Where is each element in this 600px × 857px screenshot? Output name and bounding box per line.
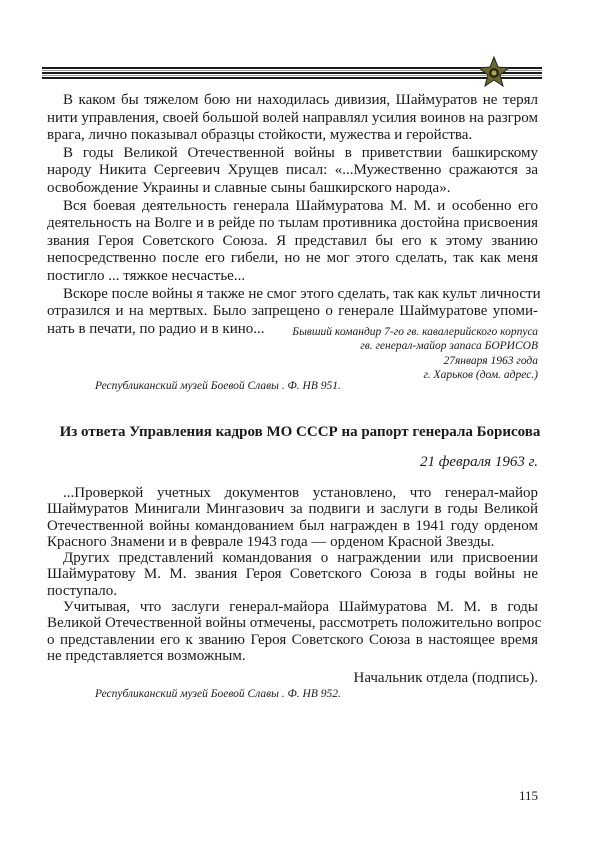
text-line: отразился и на мертвых. Было запрещено о генерале Шаймуратове упоми- <box>47 303 538 320</box>
text-line: Вся боевая деятельность генерала Шаймуратова М. М. и особенно его <box>63 197 538 214</box>
page-number: 115 <box>519 788 539 803</box>
text-line: Вскоре после войны я также не смог этого сделать, так как культ личности <box>63 285 541 302</box>
signature-line: г. Харьков (дом. адрес.) <box>423 368 538 381</box>
letter-signature <box>292 325 538 382</box>
text-line: звания Героя Советского Союза. Я представил бы его к этому званию <box>47 232 538 249</box>
text-line: освобождение Украины и славные сыны башкирского народа». <box>47 179 451 196</box>
archive-source: Республиканский музей Боевой Славы . Ф. НВ 952. <box>95 688 341 700</box>
text-line: народу Никита Сергеевич Хрущев писал: «...Мужественно сражаются за <box>47 162 538 179</box>
text-line: В каком бы тяжелом бою ни находилась дивизия, Шаймуратов не терял <box>63 92 538 108</box>
section-heading: Из ответа Управления кадров МО СССР на рапорт генерала Борисова <box>59 424 541 440</box>
text-line: Других представлений командования о награждении или присвоении <box>63 550 538 567</box>
order-star-emblem-icon <box>478 56 510 88</box>
text-line: Красного Знамени и в феврале 1943 года — орденом Красной Звезды. <box>47 533 495 550</box>
reply-body <box>47 485 542 664</box>
text-line: Отечественной войны командованием был награжден в 1941 году орденом <box>47 517 538 534</box>
text-line: непосредственно после его гибели, но не мог этого сделать, так как меня <box>47 250 538 267</box>
archive-source: Республиканский музей Боевой Славы . Ф. НВ 951. <box>95 380 341 392</box>
reply-signature: Начальник отдела (подпись). <box>353 670 538 686</box>
signature-line: Бывший командир 7-го гв. кавалерийского корпуса <box>292 326 538 338</box>
text-line: В годы Великой Отечественной войны в приветствии башкирскому <box>63 144 538 161</box>
text-line: Великой Отечественной войны отмечены, рассмотреть положительно вопрос <box>47 615 542 632</box>
signature-line: 27января 1963 года <box>443 354 538 367</box>
paragraph <box>47 599 542 664</box>
text-line: нити управления, своей большой волей направлял усилия воинов на разгром <box>47 109 538 126</box>
text-line: ...Проверкой учетных документов установлено, что генерал-майор <box>63 485 538 501</box>
text-line: постигло ... тяжкое несчастье... <box>47 267 246 284</box>
letter-body <box>47 92 541 338</box>
paragraph <box>47 145 538 198</box>
text-line: о представлении его к званию Героя Советского Союза в настоящее время <box>47 631 538 648</box>
text-line: нать в печати, по радио и в кино... <box>47 320 265 337</box>
paragraph <box>47 198 538 286</box>
text-line: поступало. <box>47 582 117 599</box>
text-line: не представляется возможным. <box>47 647 246 664</box>
text-line: деятельность на Волге и в рейде по тылам противника достойна присвоения <box>47 215 538 232</box>
text-line: Шаймуратов Минигали Мингазович за подвиги и заслуги в годы Великой <box>47 501 538 518</box>
text-line: Учитывая, что заслуги генерал-майора Шаймуратова М. М. в годы <box>63 599 538 616</box>
paragraph <box>47 92 538 145</box>
paragraph <box>47 550 538 599</box>
signature-line: гв. генерал-майор запаса БОРИСОВ <box>360 340 538 353</box>
text-line: врага, лично показывал образцы стойкости, мужества и геройства. <box>47 127 473 144</box>
text-line: Шаймуратову М. М. звания Героя Советского Союза в годы войны не <box>47 566 538 583</box>
paragraph <box>47 485 538 550</box>
document-date: 21 февраля 1963 г. <box>420 454 538 470</box>
